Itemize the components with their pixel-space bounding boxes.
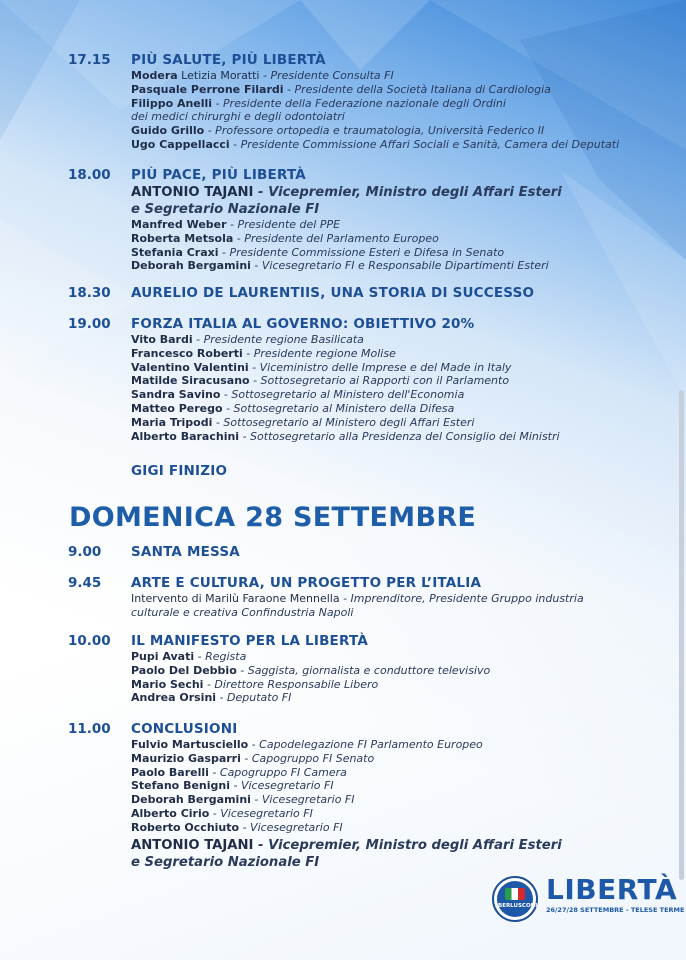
speaker-role: - Presidente della Società Italiana di Cardiologia [283,82,551,96]
speaker-role: - Professore ortopedia e traumatologia, Università Federico II [204,124,545,138]
speaker-row [131,854,671,871]
speaker-name: ANTONIO TAJANI [131,185,254,200]
speaker-name: Maurizio Gasparri [131,751,241,765]
speaker-row [131,388,671,402]
speaker-row [131,201,671,218]
speaker-name: Vito Bardi [131,333,193,346]
session-time: 11.00 [68,721,111,737]
speaker-row [131,738,671,752]
speaker-role: e Segretario Nazionale FI [131,854,320,870]
speaker-name: Guido Grillo [131,124,205,138]
speaker-role: - Vicepremier, Ministro degli Affari Esteri [253,837,562,853]
speaker-role: - Sottosegretario al Ministero degli Affari Esteri [212,415,475,429]
speaker-role: - Sottosegretario ai Rapporti con il Parlamento [249,374,510,388]
speaker-role: - Presidente del Parlamento Europeo [233,231,439,245]
speaker-row [131,333,671,347]
speaker-role: - Sottosegretario al Ministero della Difesa [222,401,455,415]
speaker-row [131,664,671,678]
speaker-role: - Presidente Commissione Esteri e Difesa in Senato [218,245,505,259]
speaker-name: Matilde Siracusano [131,374,250,388]
speaker-role: - Capogruppo FI Senato [240,751,375,765]
speaker-role: - Vicesegretario FI [250,793,355,807]
party-logo [492,876,538,922]
session-speakers [131,592,671,620]
speaker-row [131,779,671,793]
speaker-role: - Capodelegazione FI Parlamento Europeo [248,738,483,751]
speaker-role: dei medici chirurghi e degli odontoiatri [131,110,345,124]
session-title: AURELIO DE LAURENTIIS, UNA STORIA DI SUCCESSO [131,285,535,301]
speaker-row [131,752,671,766]
speaker-role: - Presidente regione Molise [242,346,396,360]
speaker-name: Alberto Barachini [131,429,240,443]
session-closing [131,837,671,871]
speaker-row [131,416,671,430]
flag-icon [505,888,525,900]
speaker-row [131,821,671,835]
speaker-name: Maria Tripodi [131,415,213,429]
speaker-name: Pasquale Perrone Filardi [131,82,284,96]
speaker-row [131,184,671,201]
speaker-role: - Deputato FI [216,691,292,705]
speaker-row [131,124,671,138]
speaker-role: - Presidente del PPE [226,218,341,231]
speaker-name: Ugo Cappellacci [131,137,230,151]
speaker-name: Sandra Savino [131,388,221,402]
session-time: 9.00 [68,544,102,560]
session-title: IL MANIFESTO PER LA LIBERTÀ [131,633,368,649]
session-title: FORZA ITALIA AL GOVERNO: OBIETTIVO 20% [131,316,475,332]
speaker-role: - Vicesegretario FI e Responsabile Dipartimenti Esteri [250,259,549,273]
speaker-role: - Presidente regione Basilicata [192,333,364,346]
speaker-row [131,218,671,232]
speaker-row [131,678,671,692]
speaker-name: Deborah Bergamini [131,793,251,807]
speaker-name: Fulvio Martusciello [131,738,249,751]
speaker-name: Roberto Occhiuto [131,820,240,834]
party-logo-label: BERLUSCONI [498,903,538,909]
session-lead [131,184,671,218]
speaker-name: Manfred Weber [131,218,227,231]
speaker-name: Letizia Moratti [177,69,260,82]
scrollbar[interactable] [679,390,684,880]
speaker-row [131,650,671,664]
speaker-role: - Presidente Consulta FI [259,69,394,82]
speaker-row [131,807,671,821]
speaker-role: - Saggista, giornalista e conduttore televisivo [236,663,491,677]
speaker-name: Stefano Benigni [131,779,230,793]
speaker-name: ANTONIO TAJANI [131,837,254,853]
speaker-row [131,246,671,260]
session-speakers [131,650,671,705]
speaker-name: Pupi Avati [131,650,195,663]
session-speakers [131,218,671,273]
speaker-row [131,837,671,854]
session-title: PIÙ SALUTE, PIÙ LIBERTÀ [131,52,326,68]
session-time: 17.15 [68,52,111,68]
session-time: 19.00 [68,316,111,332]
speaker-row [131,606,671,620]
speaker-name: Valentino Valentini [131,360,249,374]
speaker-role: - Vicesegretario FI [209,806,313,820]
event-logo-sub: 26/27/28 SETTEMBRE - TELESE TERME [546,906,685,914]
speaker-row [131,592,671,606]
session-speakers [131,333,671,443]
speaker-role: - Sottosegretario al Ministero dell'Economia [220,388,465,402]
speaker-name: Roberta Metsola [131,231,234,245]
session-title: ARTE E CULTURA, UN PROGETTO PER L’ITALIA [131,575,482,591]
speaker-row [131,766,671,780]
event-logo [546,873,685,914]
speaker-name: Alberto Cirio [131,806,210,820]
session-title: CONCLUSIONI [131,721,238,737]
speaker-row [131,259,671,273]
speaker-name: Matteo Perego [131,401,223,415]
speaker-name: Paolo Del Debbio [131,663,237,677]
day-heading: DOMENICA 28 SETTEMBRE [69,502,477,533]
speaker-role: e Segretario Nazionale FI [131,202,320,217]
speaker-name: Modera [131,69,178,82]
speaker-role: - Vicesegretario FI [239,820,343,834]
session-time: 18.30 [68,285,111,301]
session-title: SANTA MESSA [131,544,240,560]
speaker-role: - Sottosegretario alla Presidenza del Consiglio dei Ministri [239,429,560,443]
speaker-role: - Presidente della Federazione nazionale degli Ordini [212,96,506,110]
speaker-role: - Viceministro delle Imprese e del Made in Italy [248,360,512,374]
speaker-role: - Capogruppo FI Camera [208,765,347,779]
speaker-row [131,691,671,705]
speaker-name: Deborah Bergamini [131,259,251,273]
speaker-row [131,232,671,246]
session-title: PIÙ PACE, PIÙ LIBERTÀ [131,167,306,183]
event-logo-word: LIBERTÀ [546,873,678,906]
speaker-name: Mario Sechi [131,677,204,691]
speaker-role: - Vicesegretario FI [230,779,334,793]
speaker-row [131,347,671,361]
speaker-name: Francesco Roberti [131,346,243,360]
session-time: 9.45 [68,575,102,591]
speaker-role: culturale e creativa Confindustria Napoli [131,605,354,619]
speaker-role: - Presidente Commissione Affari Sociali e Sanità, Camera dei Deputati [229,137,620,151]
speaker-row [131,97,671,111]
session-time: 18.00 [68,167,111,183]
speaker-role: - Imprenditore, Presidente Gruppo industria [339,592,584,605]
speaker-name: Andrea Orsini [131,691,217,705]
speaker-name: Paolo Barelli [131,765,209,779]
session-title: GIGI FINIZIO [131,463,228,479]
session-speakers [131,738,671,835]
speaker-row [131,138,671,152]
speaker-row [131,361,671,375]
speaker-name: Filippo Anelli [131,96,213,110]
speaker-row [131,69,671,83]
speaker-row [131,110,671,124]
speaker-role: - Direttore Responsabile Libero [203,677,379,691]
session-speakers [131,69,671,152]
speaker-intro: Intervento di Marilù Faraone Mennella [131,592,340,605]
speaker-row [131,793,671,807]
speaker-row [131,402,671,416]
speaker-row [131,430,671,444]
speaker-role: - Regista [194,650,247,663]
session-time: 10.00 [68,633,111,649]
speaker-row [131,83,671,97]
speaker-name: Stefania Craxi [131,245,219,259]
speaker-role: - Vicepremier, Ministro degli Affari Esteri [253,185,562,200]
speaker-row [131,374,671,388]
